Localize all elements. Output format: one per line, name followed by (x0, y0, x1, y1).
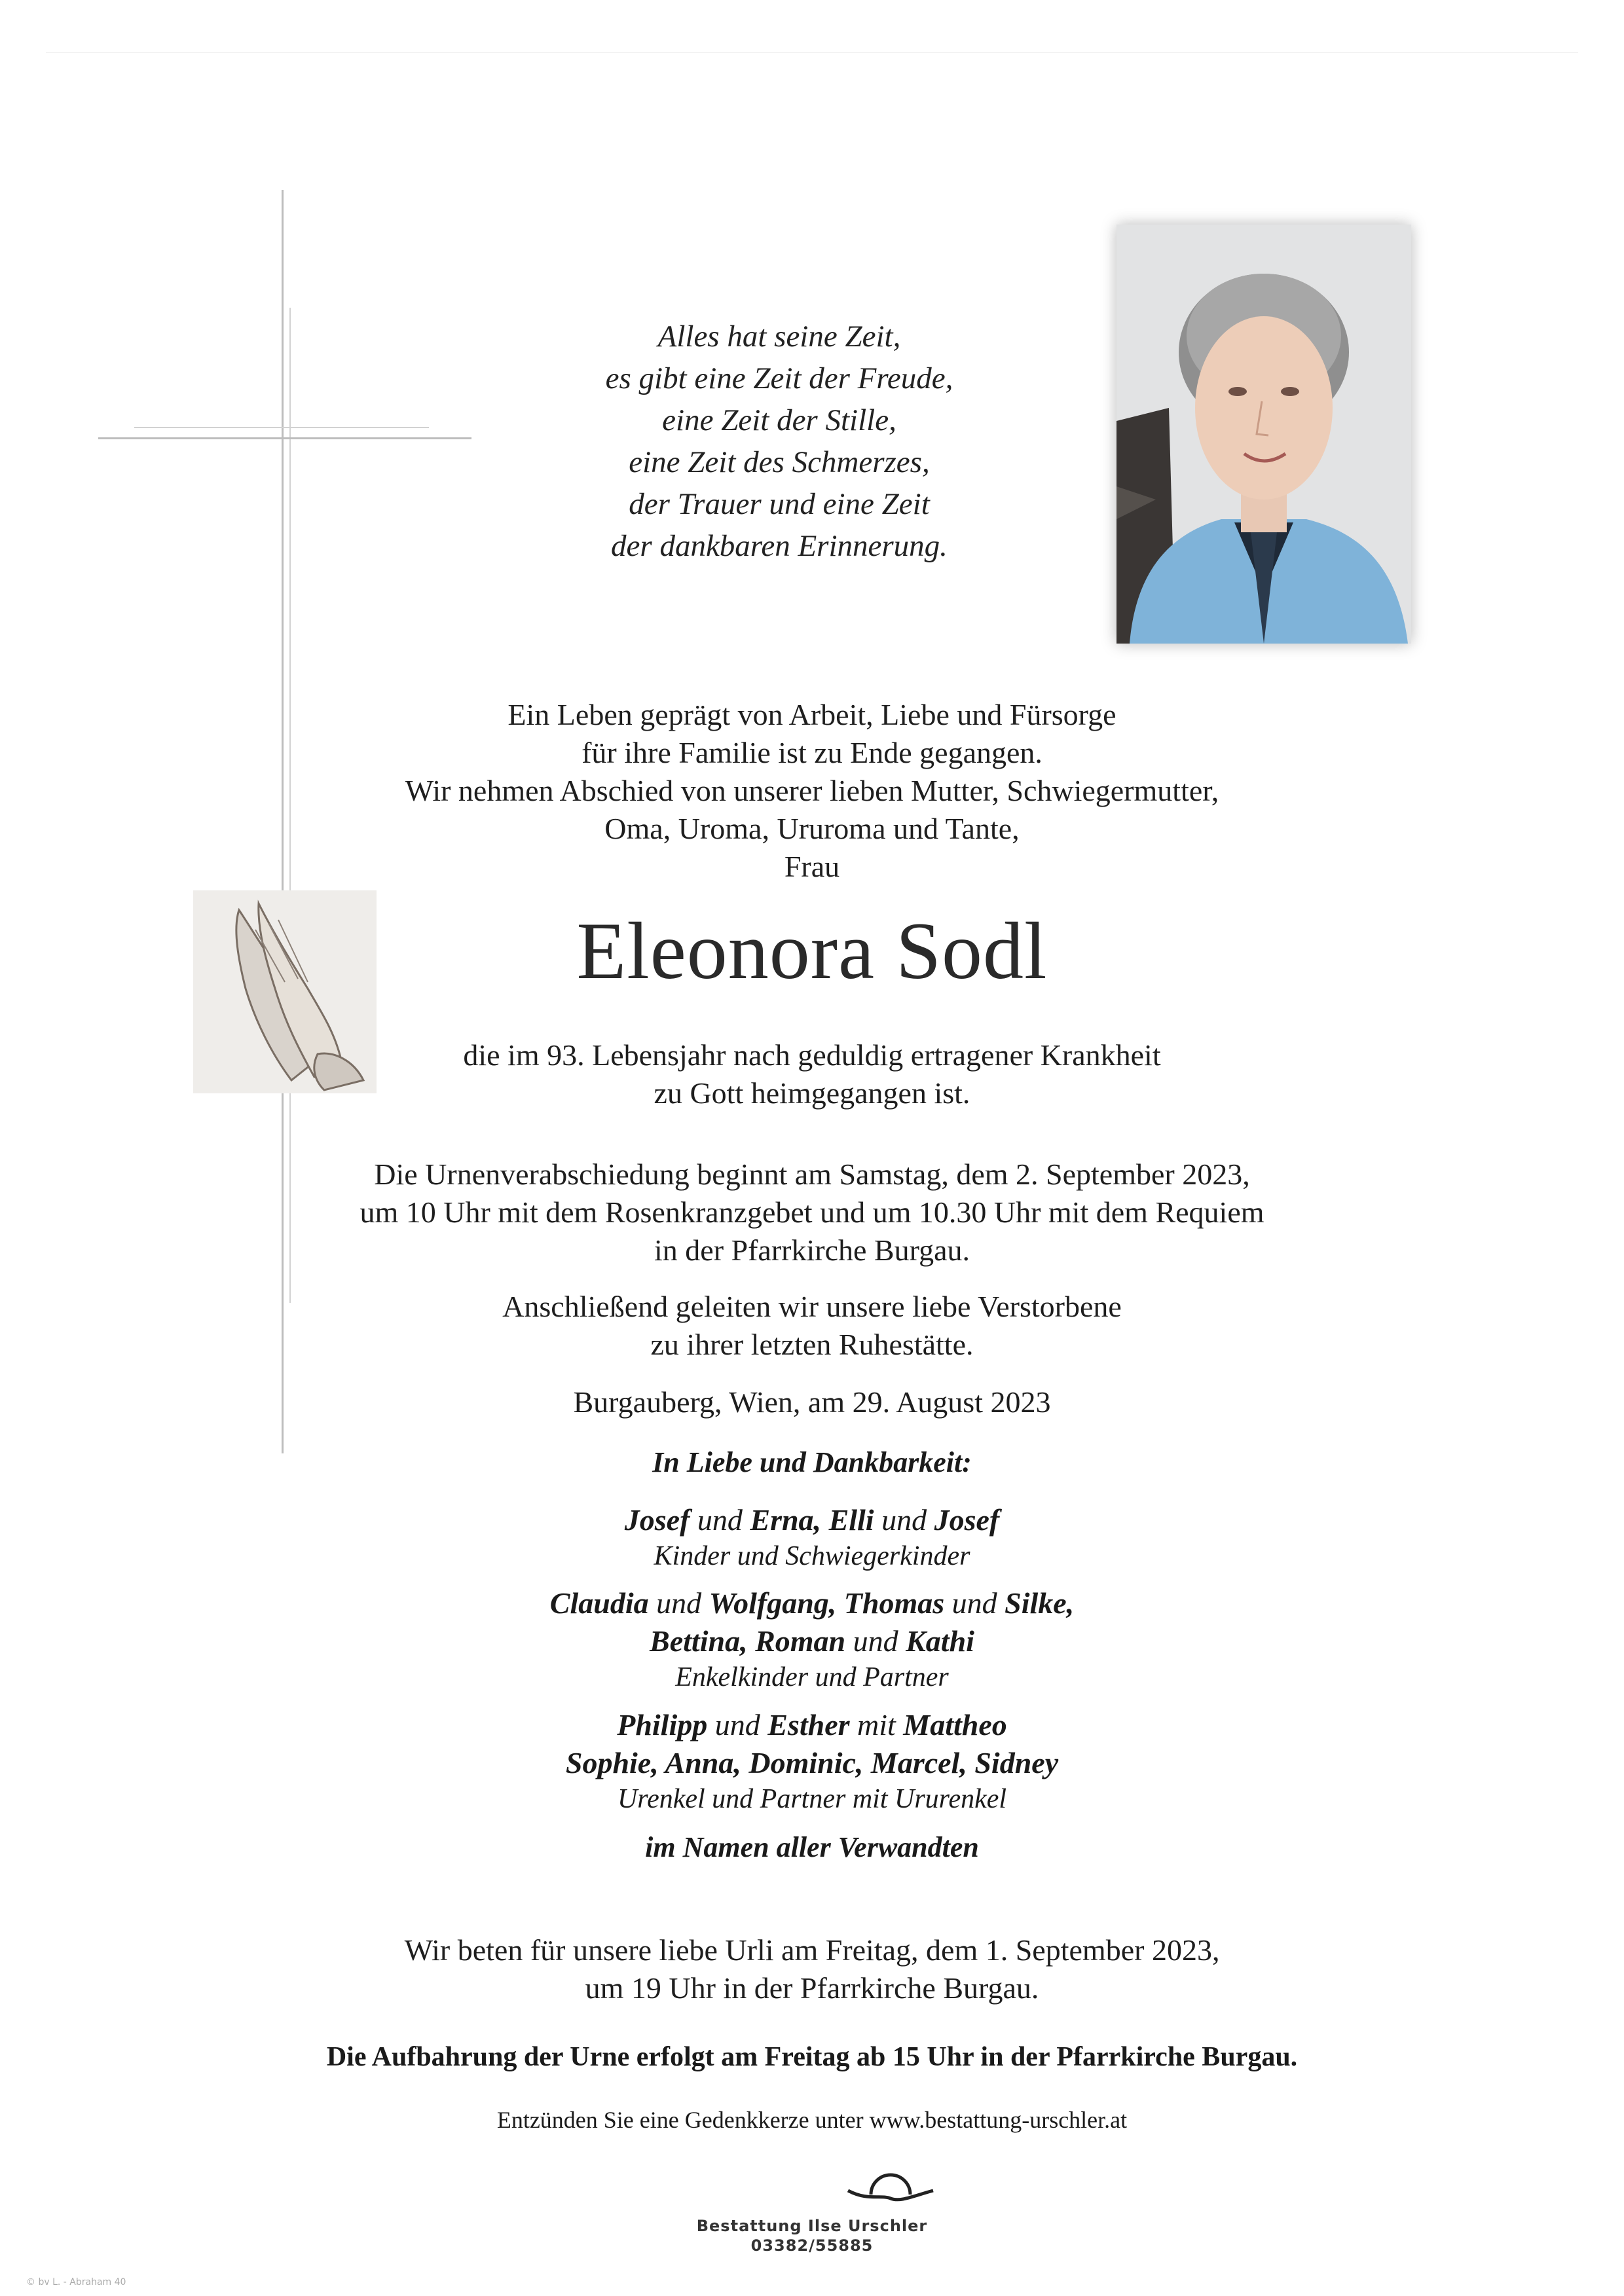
family-group-children (0, 1501, 1624, 1573)
family-name: Claudia (549, 1586, 649, 1620)
burial-line: Anschließend geleiten wir unsere liebe Verstorbene (502, 1290, 1122, 1323)
candle-note: Entzünden Sie eine Gedenkkerze unter www.bestattung-urschler.at (496, 2107, 1128, 2133)
family-connector: und (707, 1708, 768, 1741)
family-name: Esther (767, 1708, 850, 1741)
relatives-note: im Namen aller Verwandten (645, 1831, 979, 1863)
funeral-home-name: Bestattung Ilse Urschler (696, 2217, 928, 2235)
family-name: Silke, (1005, 1586, 1075, 1620)
prayer-line: um 19 Uhr in der Pfarrkirche Burgau. (585, 1971, 1039, 2005)
intro-line: Frau (784, 850, 840, 883)
family-name: Bettina, (650, 1624, 748, 1658)
family-names (0, 1706, 1624, 1744)
family-group-grandchildren (0, 1584, 1624, 1694)
passing-text (0, 1036, 1624, 1112)
image-credit: © bv L. - Abraham 40 (26, 2277, 126, 2287)
family-name: Elli (828, 1503, 874, 1537)
family-relation: Enkelkinder und Partner (675, 1662, 949, 1692)
intro-line: für ihre Familie ist zu Ende gegangen. (581, 736, 1043, 769)
family-connector (821, 1503, 829, 1537)
poem-line: es gibt eine Zeit der Freude, (605, 361, 953, 395)
poem-line: eine Zeit der Stille, (662, 403, 896, 437)
family-connector: und (845, 1624, 906, 1658)
family-name: Philipp (617, 1708, 708, 1741)
deceased-name: Eleonora Sodl (576, 906, 1048, 996)
funeral-home-phone: 03382/55885 (750, 2236, 874, 2255)
intro-line: Wir nehmen Abschied von unserer lieben Mutter, Schwiegermutter, (405, 774, 1219, 807)
lying-in-state-note: Die Aufbahrung der Urne erfolgt am Freitag ab 15 Uhr in der Pfarrkirche Burgau. (326, 2042, 1298, 2072)
family-connector: und (648, 1586, 709, 1620)
family-connector: und (690, 1503, 750, 1537)
family-group-great-grandchildren (0, 1706, 1624, 1816)
ceremony-text (0, 1156, 1624, 1269)
family-relation: Kinder und Schwiegerkinder (654, 1541, 970, 1571)
poem-line: Alles hat seine Zeit, (657, 319, 901, 354)
intro-line: Ein Leben geprägt von Arbeit, Liebe und Fürsorge (507, 698, 1116, 731)
poem-line: der Trauer und eine Zeit (629, 487, 930, 521)
family-name: Erna, (750, 1503, 822, 1537)
passing-line: die im 93. Lebensjahr nach geduldig ertragener Krankheit (463, 1038, 1161, 1072)
family-names: Sophie, Anna, Dominic, Marcel, Sidney (565, 1746, 1059, 1779)
cross-horizontal-bar (98, 437, 471, 439)
prayer-text (0, 1931, 1624, 2007)
family-name: Wolfgang, (709, 1586, 837, 1620)
prayer-line: Wir beten für unsere liebe Urli am Freitag, dem 1. September 2023, (404, 1933, 1220, 1967)
intro-line: Oma, Uroma, Ururoma und Tante, (604, 812, 1020, 845)
ceremony-line: Die Urnenverabschiedung beginnt am Samstag, dem 2. September 2023, (374, 1157, 1250, 1191)
intro-text (0, 696, 1624, 886)
family-connector: mit (849, 1708, 904, 1741)
family-name: Roman (755, 1624, 846, 1658)
family-relation: Urenkel und Partner mit Ururenkel (617, 1784, 1007, 1814)
family-name: Josef (624, 1503, 690, 1537)
funeral-home (0, 2216, 1624, 2255)
place-date: Burgauberg, Wien, am 29. August 2023 (573, 1385, 1051, 1419)
poem-line: eine Zeit des Schmerzes, (629, 445, 930, 479)
family-connector (748, 1624, 756, 1658)
family-name: Thomas (843, 1586, 945, 1620)
burial-text (0, 1288, 1624, 1364)
family-connector (836, 1586, 844, 1620)
top-rule (46, 52, 1578, 53)
passing-line: zu Gott heimgegangen ist. (654, 1076, 970, 1110)
portrait-image (1116, 225, 1411, 644)
ceremony-line: um 10 Uhr mit dem Rosenkranzgebet und um 10.30 Uhr mit dem Requiem (360, 1195, 1264, 1229)
ceremony-line: in der Pfarrkirche Burgau. (654, 1233, 970, 1267)
family-name: Mattheo (903, 1708, 1007, 1741)
family-connector: und (944, 1586, 1005, 1620)
funeral-home-logo (845, 2160, 936, 2213)
family-connector: und (874, 1503, 934, 1537)
portrait-photo (1116, 225, 1411, 644)
family-names (0, 1584, 1624, 1622)
family-names (0, 1501, 1624, 1539)
poem-line: der dankbaren Erinnerung. (611, 529, 948, 563)
sun-logo-icon (845, 2160, 936, 2213)
family-name: Josef (934, 1503, 1000, 1537)
cross-horizontal-bar-inner (134, 427, 429, 428)
family-names (0, 1622, 1624, 1660)
burial-line: zu ihrer letzten Ruhestätte. (650, 1328, 974, 1361)
mourners-heading: In Liebe und Dankbarkeit: (652, 1446, 972, 1478)
family-name: Kathi (906, 1624, 974, 1658)
poem (498, 316, 1061, 567)
